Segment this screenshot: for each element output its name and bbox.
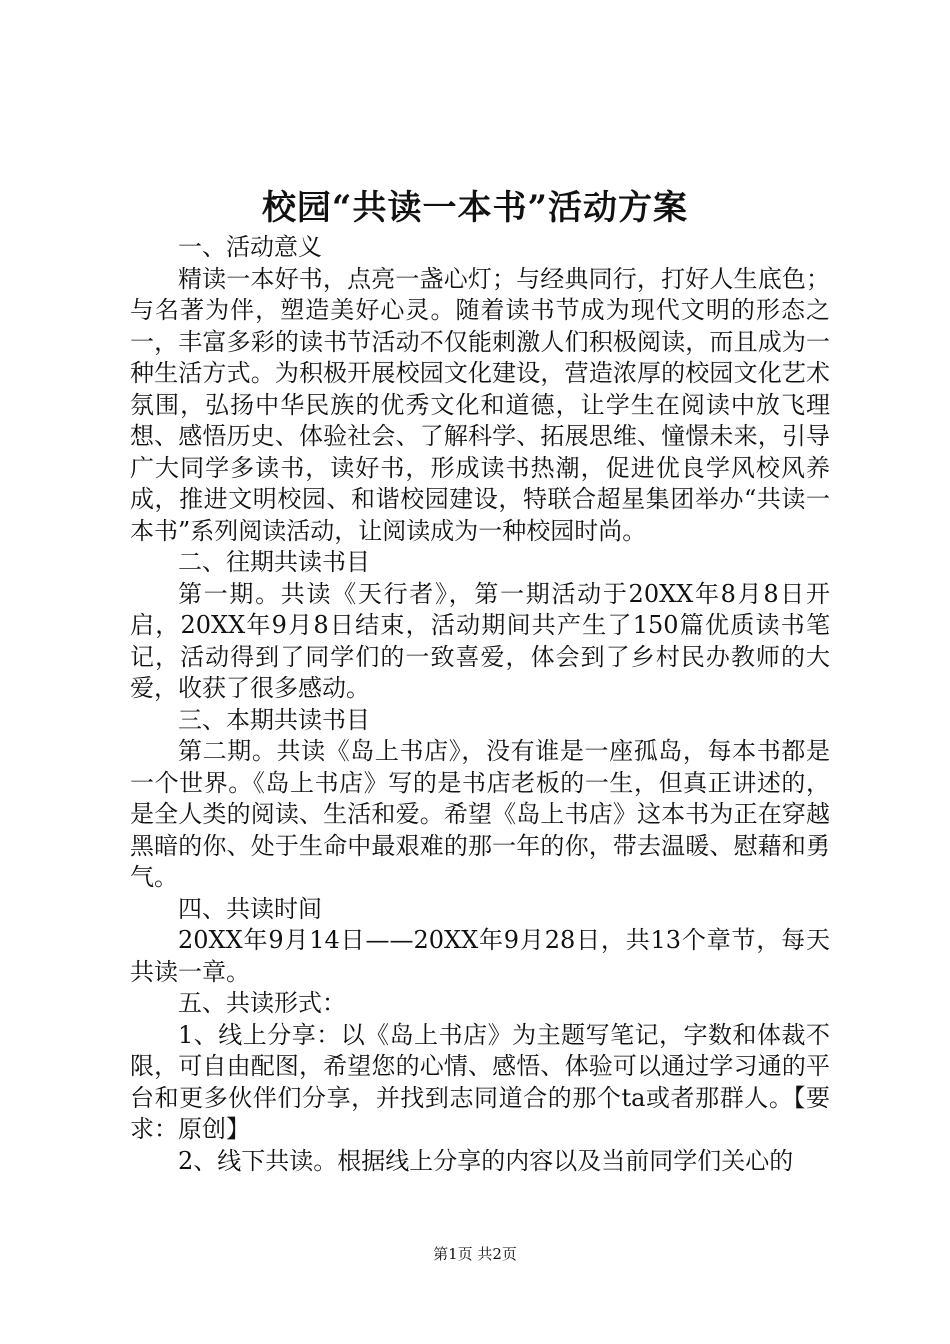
paragraph-reading-time: 20XX年9月14日——20XX年9月28日，共13个章节，每天共读一章。: [130, 926, 830, 986]
document-body: [130, 232, 830, 1177]
paragraph-online-sharing: 1、线上分享：以《岛上书店》为主题写笔记，字数和体裁不限，可自由配图，希望您的心情、感悟、体验可以通过学习通的平台和更多伙伴们分享，并找到志同道合的那个ta或者那群人。【要求：原创】: [130, 1020, 830, 1143]
heading-reading-format: 五、共读形式：: [178, 989, 346, 1017]
paragraph-current-book: 第二期。共读《岛上书店》，没有谁是一座孤岛，每本书都是一个世界。《岛上书店》写的是书店老板的一生，但真正讲述的，是全人类的阅读、生活和爱。希望《岛上书店》这本书为正在穿越黑暗的你、处于生命中最艰难的那一年的你，带去温暖、慰藉和勇气。: [130, 737, 830, 891]
heading-reading-time: 四、共读时间: [178, 894, 322, 923]
heading-significance: 一、活动意义: [178, 233, 322, 261]
paragraph-significance: 精读一本好书，点亮一盏心灯；与经典同行，打好人生底色；与名著为伴，塑造美好心灵。随着读书节成为现代文明的形态之一，丰富多彩的读书节活动不仅能刺激人们积极阅读，而且成为一种生活方式。为积极开展校园文化建设，营造浓厚的校园文化艺术氛围，弘扬中华民族的优秀文化和道德，让学生在阅读中放飞理想、感悟历史、体验社会、了解科学、拓展思维、憧憬未来，引导广大同学多读书，读好书，形成读书热潮，促进优良学风校风养成，推进文明校园、和谐校园建设，特联合超星集团举办“共读一本书”系列阅读活动，让阅读成为一种校园时尚。: [130, 264, 830, 545]
heading-past-books: 二、往期共读书目: [178, 548, 370, 576]
paragraph-offline-reading: 2、线下共读。根据线上分享的内容以及当前同学们关心的: [178, 1146, 794, 1175]
heading-current-book: 三、本期共读书目: [178, 705, 370, 734]
paragraph-past-books: 第一期。共读《天行者》，第一期活动于20XX年8月8日开启，20XX年9月8日结束，活动期间共产生了150篇优质读书笔记，活动得到了同学们的一致喜爱，体会到了乡村民办教师的大爱，收获了很多感动。: [130, 579, 830, 702]
document-title: 校园“共读一本书”活动方案: [261, 188, 689, 228]
page-number: 第1页 共2页: [433, 1245, 517, 1263]
